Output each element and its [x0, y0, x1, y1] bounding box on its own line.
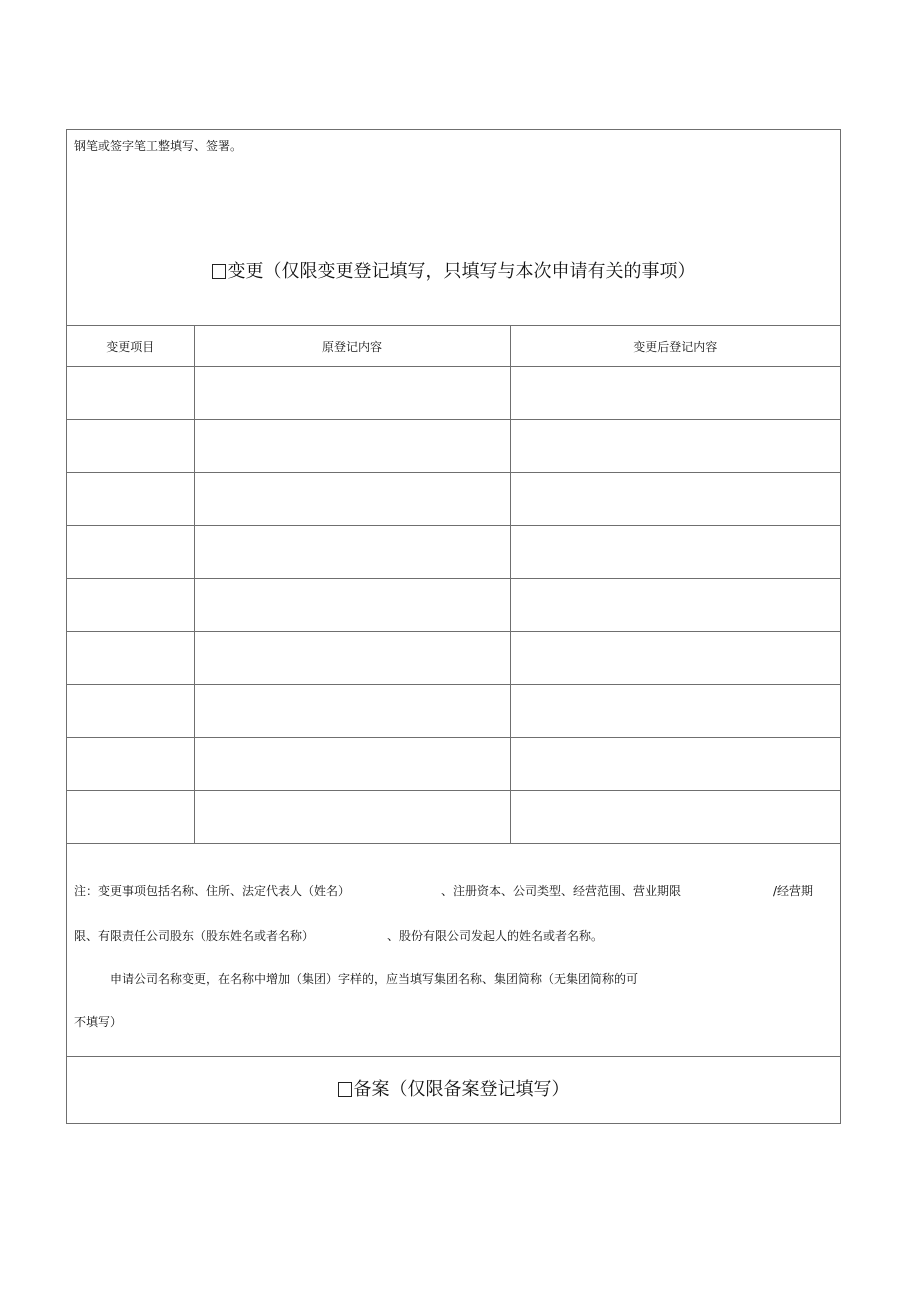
new-content-cell[interactable] [510, 579, 840, 632]
new-content-cell[interactable] [510, 791, 840, 844]
change-item-cell[interactable] [67, 791, 194, 844]
note-line1-part2: 、注册资本、公司类型、经营范围、营业期限 [441, 884, 682, 898]
table-row [67, 579, 840, 632]
note-line3: 申请公司名称变更，在名称中增加（集团）字样的，应当填写集团名称、集团简称（无集团简称的可 [110, 972, 639, 986]
original-content-cell[interactable] [194, 791, 510, 844]
original-content-cell[interactable] [194, 579, 510, 632]
original-content-cell[interactable] [194, 738, 510, 791]
table-row [67, 367, 840, 420]
original-content-cell[interactable] [194, 632, 510, 685]
note-line4: 不填写） [74, 1015, 123, 1029]
table-row [67, 420, 840, 473]
change-item-cell[interactable] [67, 632, 194, 685]
table-row [67, 791, 840, 844]
original-content-cell[interactable] [194, 473, 510, 526]
change-item-cell[interactable] [67, 738, 194, 791]
new-content-cell[interactable] [510, 420, 840, 473]
filing-section-title [67, 1079, 840, 1101]
change-item-cell[interactable] [67, 367, 194, 420]
table-body [67, 367, 840, 844]
change-section-title [67, 261, 840, 283]
change-item-cell[interactable] [67, 526, 194, 579]
note-section [67, 844, 840, 1057]
table-row [67, 526, 840, 579]
new-content-cell[interactable] [510, 367, 840, 420]
original-content-cell[interactable] [194, 685, 510, 738]
original-content-cell[interactable] [194, 420, 510, 473]
new-content-cell[interactable] [510, 685, 840, 738]
new-content-cell[interactable] [510, 632, 840, 685]
new-content-cell[interactable] [510, 526, 840, 579]
note-line1-part1: 注：变更事项包括名称、住所、法定代表人（姓名） [74, 884, 351, 898]
intro-section [67, 130, 840, 326]
header-original-content: 原登记内容 [194, 326, 510, 367]
table-row [67, 473, 840, 526]
change-section-label: 变更（仅限变更登记填写，只填写与本次申请有关的事项） [227, 261, 696, 282]
note-line2-part2: 、股份有限公司发起人的姓名或者名称。 [387, 929, 604, 943]
new-content-cell[interactable] [510, 738, 840, 791]
header-change-item: 变更项目 [67, 326, 194, 367]
change-item-cell[interactable] [67, 685, 194, 738]
filing-section [67, 1057, 840, 1123]
note-line1-part3: /经营期 [773, 884, 814, 898]
header-new-content: 变更后登记内容 [510, 326, 840, 367]
change-item-cell[interactable] [67, 420, 194, 473]
intro-instruction: 钢笔或签字笔工整填写、签署。 [74, 139, 243, 153]
filing-checkbox[interactable] [338, 1082, 352, 1097]
table-row [67, 685, 840, 738]
change-items-table [67, 326, 840, 844]
new-content-cell[interactable] [510, 473, 840, 526]
table-header-row [67, 326, 840, 367]
change-item-cell[interactable] [67, 579, 194, 632]
change-item-cell[interactable] [67, 473, 194, 526]
note-line2-part1: 限、有限责任公司股东（股东姓名或者名称） [74, 929, 315, 943]
filing-section-label: 备案（仅限备案登记填写） [353, 1079, 570, 1100]
table-row [67, 632, 840, 685]
registration-form [66, 129, 841, 1124]
table-row [67, 738, 840, 791]
change-checkbox[interactable] [212, 264, 226, 279]
original-content-cell[interactable] [194, 526, 510, 579]
original-content-cell[interactable] [194, 367, 510, 420]
